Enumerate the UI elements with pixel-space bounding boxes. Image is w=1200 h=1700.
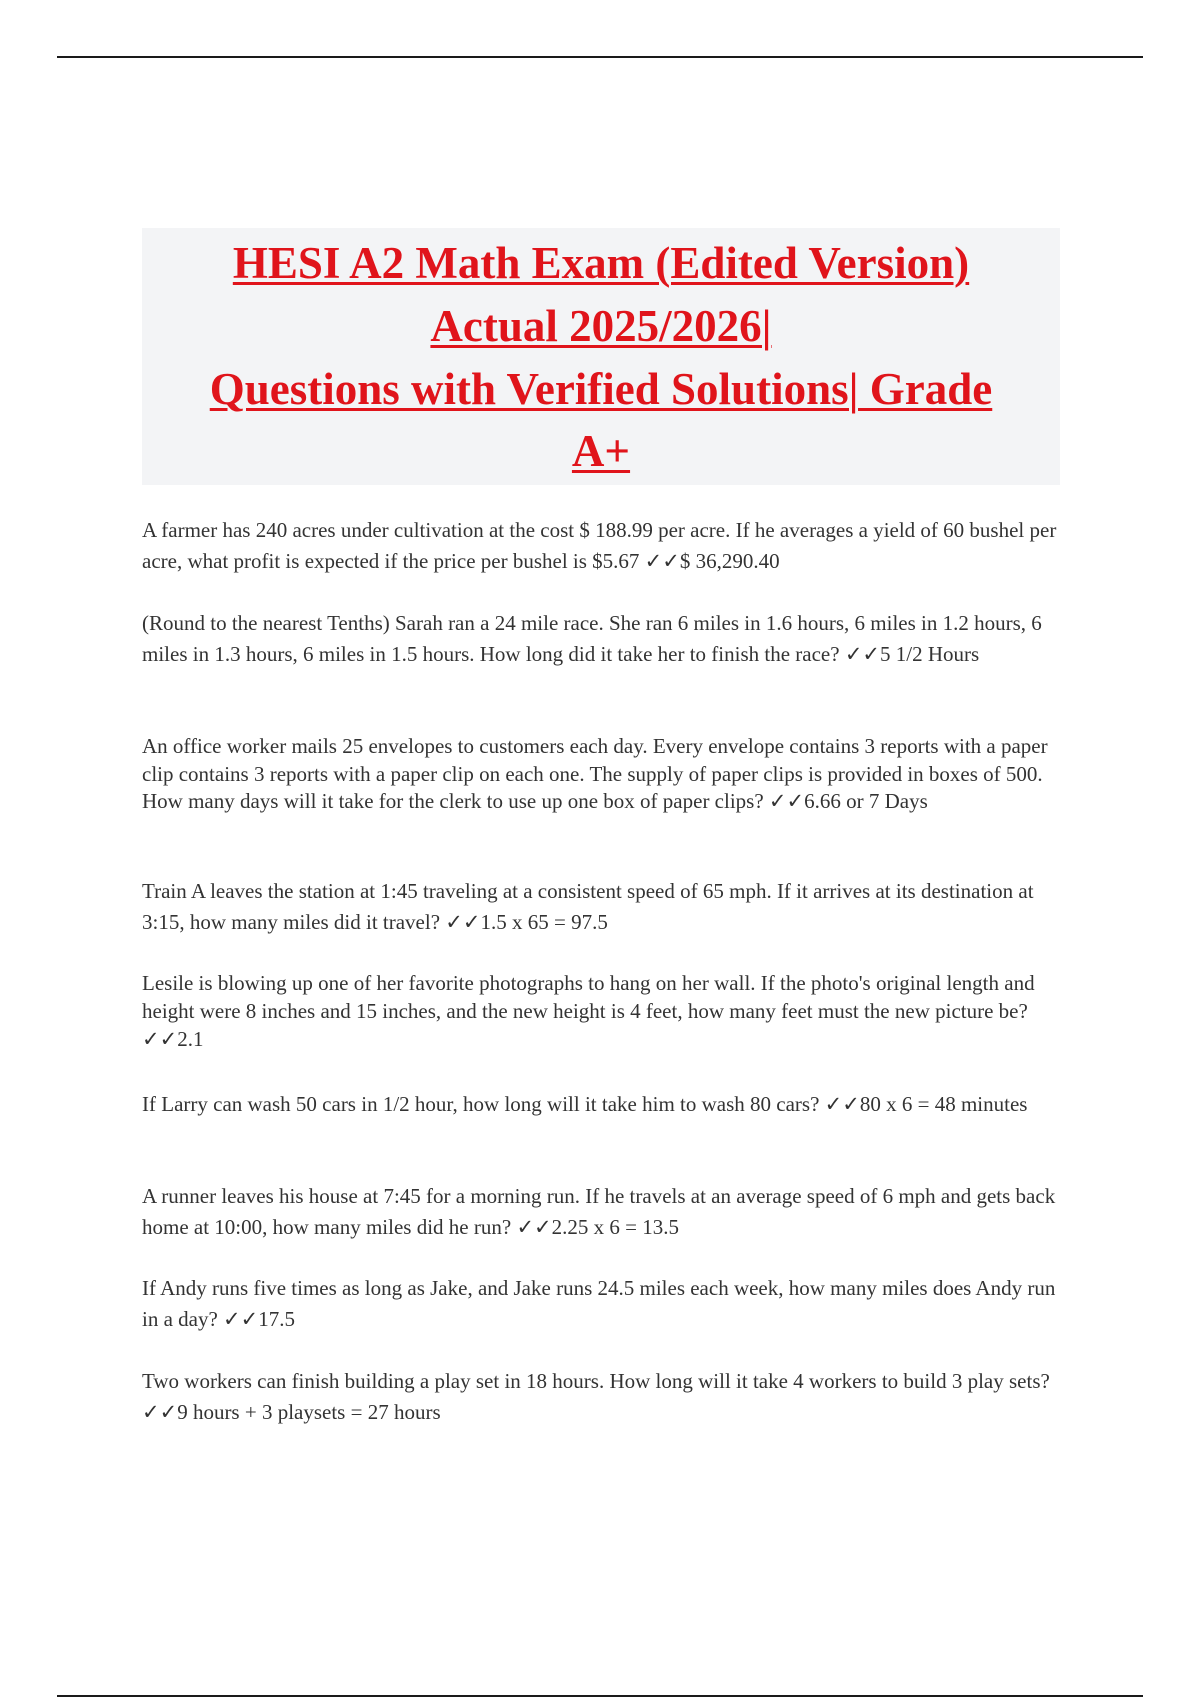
question-text: An office worker mails 25 envelopes to customers each day. Every envelope contains 3 reports with a paper clip contains 3 reports with a paper clip on each one. The supply of paper clips is provided in boxes of 500. How many days will it take for the clerk to use up one box of paper clips? xyxy=(142,734,1048,813)
answer-text: ✓✓17.5 xyxy=(223,1307,295,1331)
answer-text: ✓✓2.25 x 6 = 13.5 xyxy=(516,1215,679,1239)
question-block xyxy=(142,1181,1060,1243)
answer-text: ✓✓80 x 6 = 48 minutes xyxy=(824,1092,1028,1116)
answer-text: ✓✓2.1 xyxy=(142,1027,204,1051)
question-text: A runner leaves his house at 7:45 for a morning run. If he travels at an average speed of 6 mph and gets back home at 10:00, how many miles did he run? xyxy=(142,1184,1056,1239)
question-block xyxy=(142,608,1060,670)
top-rule xyxy=(57,56,1143,58)
document-title-line-1: HESI A2 Math Exam (Edited Version) xyxy=(232,238,970,288)
question-block xyxy=(142,876,1060,938)
document-title-line-3: Questions with Verified Solutions| Grade xyxy=(209,364,993,414)
document-title-block xyxy=(142,228,1060,485)
question-text: If Larry can wash 50 cars in 1/2 hour, how long will it take him to wash 80 cars? xyxy=(142,1092,825,1116)
answer-text: ✓✓5 1/2 Hours xyxy=(844,642,980,666)
question-block xyxy=(142,1273,1060,1335)
document-title-line-4: A+ xyxy=(571,426,631,476)
answer-text: ✓✓$ 36,290.40 xyxy=(644,549,780,573)
question-block xyxy=(142,1366,1060,1428)
answer-text: ✓✓1.5 x 65 = 97.5 xyxy=(445,910,608,934)
question-text: Two workers can finish building a play set in 18 hours. How long will it take 4 workers to build 3 play sets? xyxy=(142,1369,1050,1393)
answer-text: ✓✓9 hours + 3 playsets = 27 hours xyxy=(142,1400,441,1424)
answer-text: ✓✓6.66 or 7 Days xyxy=(768,789,928,813)
question-block xyxy=(142,733,1060,816)
question-block xyxy=(142,969,1060,1053)
question-text: If Andy runs five times as long as Jake, and Jake runs 24.5 miles each week, how many miles does Andy run in a day? xyxy=(142,1276,1056,1331)
document-title-line-2: Actual 2025/2026| xyxy=(430,301,772,351)
question-text: (Round to the nearest Tenths) Sarah ran a 24 mile race. She ran 6 miles in 1.6 hours, 6 miles in 1.2 hours, 6 miles in 1.3 hours, 6 miles in 1.5 hours. How long did it take her to finish the race? xyxy=(142,611,1042,666)
question-text: Lesile is blowing up one of her favorite photographs to hang on her wall. If the photo's original length and height were 8 inches and 15 inches, and the new height is 4 feet, how many feet must the new picture be? xyxy=(142,971,1035,1023)
question-block xyxy=(142,1089,1060,1120)
question-block xyxy=(142,515,1060,577)
bottom-rule xyxy=(57,1695,1143,1697)
question-text: A farmer has 240 acres under cultivation at the cost $ 188.99 per acre. If he averages a yield of 60 bushel per acre, what profit is expected if the price per bushel is $5.67 xyxy=(142,518,1057,573)
question-text: Train A leaves the station at 1:45 traveling at a consistent speed of 65 mph. If it arrives at its destination at 3:15, how many miles did it travel? xyxy=(142,879,1034,934)
